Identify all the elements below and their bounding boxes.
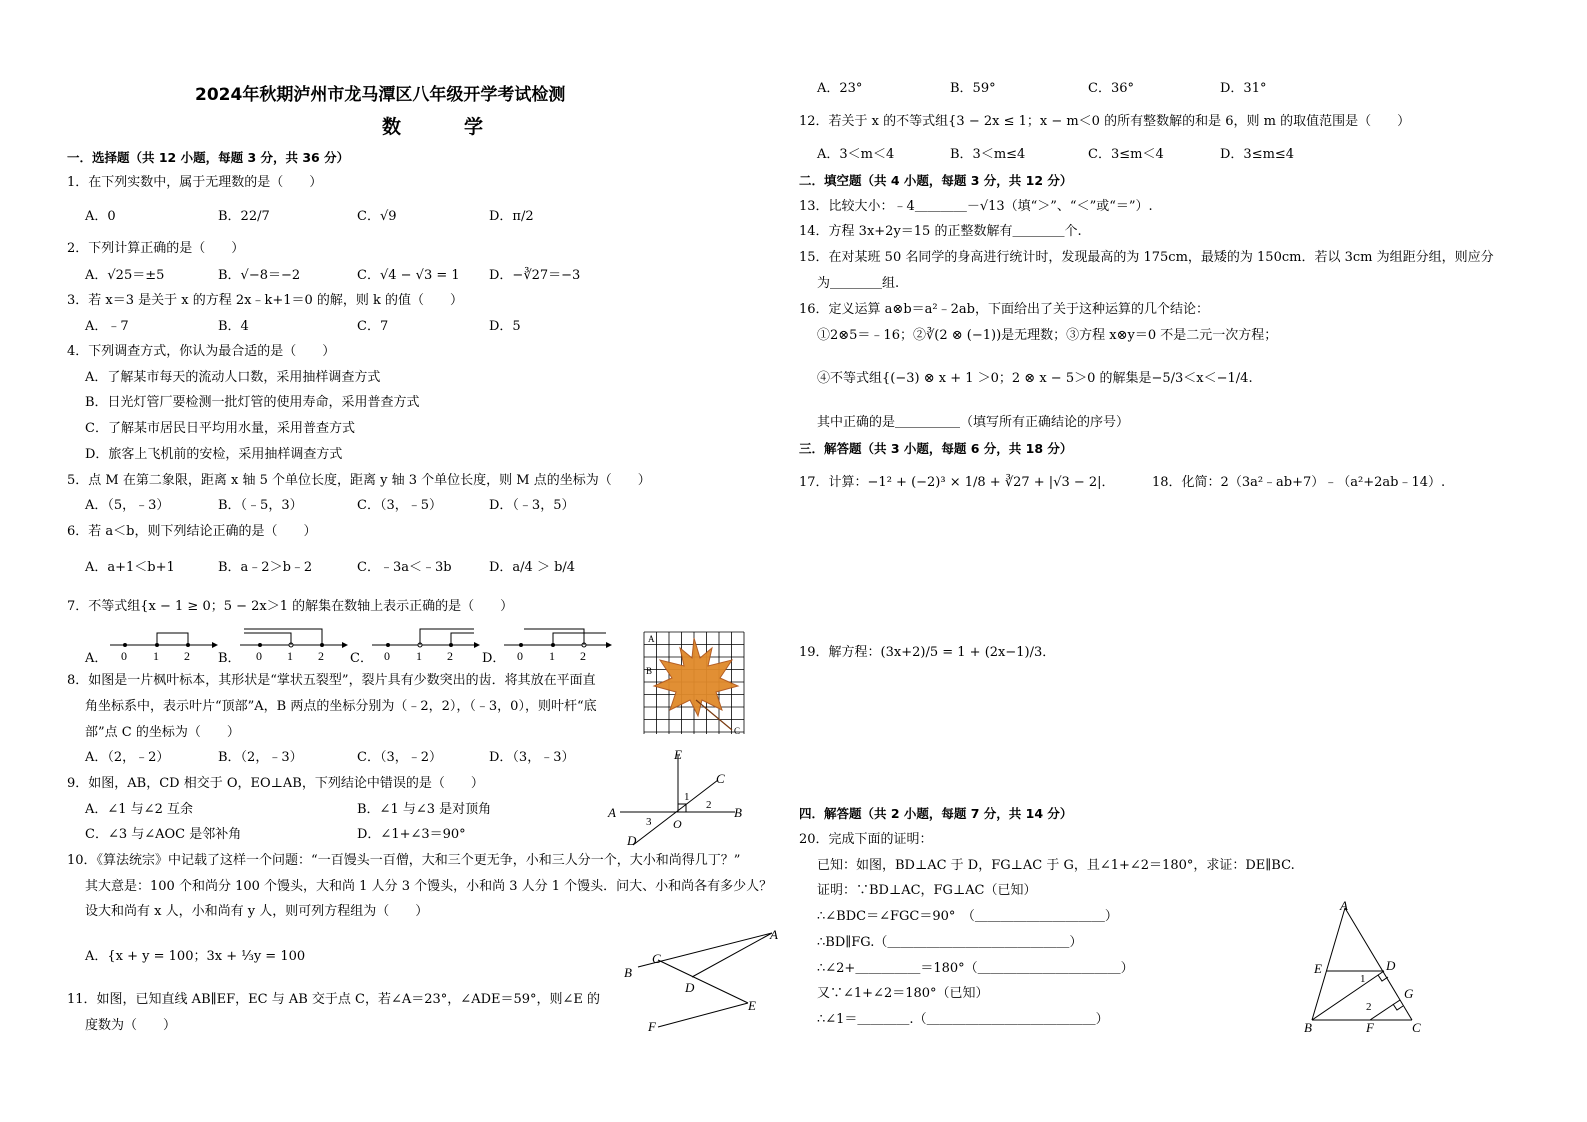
left-text-line: A．（2，﹣2） xyxy=(85,750,170,765)
svg-text:0: 0 xyxy=(384,649,390,663)
right-text-line: ∴∠BDC＝∠FGC＝90° （＿＿＿＿＿＿＿＿＿＿） xyxy=(817,909,1118,924)
left-text-line: B．∠1 与∠3 是对顶角 xyxy=(357,802,492,817)
q7-number-lines xyxy=(100,625,620,665)
svg-text:D: D xyxy=(627,833,637,848)
left-text-line: C．了解某市居民日平均用水量，采用普查方式 xyxy=(85,421,355,436)
left-text-line: 4．下列调查方式，你认为最合适的是（ ） xyxy=(67,344,336,359)
left-text-line: B．22/7 xyxy=(218,209,270,224)
left-text-line: C．√4 − √3 = 1 xyxy=(357,268,460,283)
right-text-line: 二．填空题（共 4 小题，每题 3 分，共 12 分） xyxy=(799,173,1073,188)
left-text-line: 其大意是：100 个和尚分 100 个馒头，大和尚 1 人分 3 个馒头，小和尚 3 人分 1 个馒头．问大、小和尚各有多少人？ xyxy=(85,879,773,894)
numberline-c xyxy=(372,629,480,663)
q11-parallel-lines-figure xyxy=(620,925,785,1037)
svg-text:E: E xyxy=(748,998,756,1013)
numberline-b xyxy=(240,629,348,663)
left-text-line: 10．《算法统宗》中记载了这样一个问题：“一百馒头一百僧，大和三个更无争，小和三人分一个，大小和尚得几丁？” xyxy=(67,853,741,868)
right-text-line: 15．在对某班 50 名同学的身高进行统计时，发现最高的为 175cm，最矮的为 150cm．若以 3cm 为组距分组，则应分 xyxy=(799,250,1494,265)
svg-text:2: 2 xyxy=(1366,1001,1372,1013)
left-text-line: D．−∛27＝−3 xyxy=(489,268,581,283)
svg-text:A: A xyxy=(648,634,655,644)
right-text-line: ④不等式组{(−3) ⊗ x + 1 ＞0；2 ⊗ x − 5＞0 的解集是−5/3＜x＜−1/4. xyxy=(817,371,1253,386)
left-text-line: D． xyxy=(482,651,506,666)
exam-title: 2024年秋期泸州市龙马潭区八年级开学考试检测 xyxy=(195,85,566,105)
right-text-line: 三．解答题（共 3 小题，每题 6 分，共 18 分） xyxy=(799,441,1073,456)
left-text-line: A．（5，﹣3） xyxy=(85,498,170,513)
maple-leaf-icon xyxy=(654,638,738,716)
left-text-line: D．a/4 ＞ b/4 xyxy=(489,560,576,575)
svg-text:F: F xyxy=(1366,1020,1374,1035)
left-text-line: B．（﹣5，3） xyxy=(218,498,303,513)
left-text-line: B．a﹣2＞b﹣2 xyxy=(218,560,313,575)
left-text-line: B． xyxy=(218,651,241,666)
right-text-line: 12．若关于 x 的不等式组{3 − 2x ≤ 1；x − m＜0 的所有整数解的和是 6，则 m 的取值范围是（ ） xyxy=(799,114,1411,129)
left-text-line: D．π/2 xyxy=(489,209,534,224)
svg-text:1: 1 xyxy=(1360,973,1366,985)
svg-text:2: 2 xyxy=(318,649,324,663)
left-text-line: 5．点 M 在第二象限，距离 x 轴 5 个单位长度，距离 y 轴 3 个单位长度，则 M 点的坐标为（ ） xyxy=(67,473,651,488)
right-text-line: 17．计算：−1² + (−2)³ × 1/8 + ∛27 + |√3 − 2|． xyxy=(799,475,1115,490)
left-text-line: 3．若 x＝3 是关于 x 的方程 2x﹣k+1＝0 的解，则 k 的值（ ） xyxy=(67,293,464,308)
left-text-line: A．了解某市每天的流动人口数，采用抽样调查方式 xyxy=(85,370,381,385)
svg-text:B: B xyxy=(1304,1020,1312,1035)
svg-text:E: E xyxy=(1314,961,1322,976)
left-text-line: 一．选择题（共 12 小题，每题 3 分，共 36 分） xyxy=(67,150,350,165)
svg-text:3: 3 xyxy=(646,816,652,828)
right-text-line: 其中正确的是＿＿＿＿＿（填写所有正确结论的序号） xyxy=(817,415,1130,430)
svg-text:1: 1 xyxy=(549,649,555,663)
right-text-line: 13．比较大小：﹣4＿＿＿＿－√13（填“＞”、“＜”或“＝”）. xyxy=(799,199,1153,214)
svg-text:E: E xyxy=(674,747,682,762)
svg-text:1: 1 xyxy=(416,649,422,663)
right-text-line: 已知：如图，BD⊥AC 于 D，FG⊥AC 于 G，且∠1+∠2＝180°，求证：DE∥BC. xyxy=(817,858,1295,873)
right-text-line: 证明：∵BD⊥AC，FG⊥AC（已知） xyxy=(817,883,1037,898)
svg-text:A: A xyxy=(770,927,778,942)
exam-subject: 数 学 xyxy=(382,116,506,138)
right-text-line: 又∵∠1+∠2＝180°（已知） xyxy=(817,986,989,1001)
left-text-line: B．（2，﹣3） xyxy=(218,750,303,765)
left-text-line: A．﹣7 xyxy=(85,319,129,334)
left-text-line: C．（3，﹣2） xyxy=(357,750,442,765)
right-text-line: 20．完成下面的证明： xyxy=(799,832,933,847)
left-text-line: C．∠3 与∠AOC 是邻补角 xyxy=(85,827,242,842)
q9-angle-figure xyxy=(600,745,760,850)
svg-text:1: 1 xyxy=(287,649,293,663)
svg-text:C: C xyxy=(1412,1020,1421,1035)
svg-text:2: 2 xyxy=(706,799,712,811)
left-text-line: C． xyxy=(350,651,373,666)
right-text-line: ∴∠1＝＿＿＿＿.（＿＿＿＿＿＿＿＿＿＿＿＿＿） xyxy=(817,1012,1109,1027)
left-text-line: A．∠1 与∠2 互余 xyxy=(85,802,193,817)
right-text-line: C．3≤m＜4 xyxy=(1088,147,1164,162)
left-text-line: C．（3，﹣5） xyxy=(357,498,442,513)
svg-text:D: D xyxy=(1386,958,1396,973)
svg-text:C: C xyxy=(716,771,725,786)
left-text-line: B．√−8＝−2 xyxy=(218,268,301,283)
q20-triangle-figure xyxy=(1300,898,1435,1038)
right-text-line: 18．化简：2（3a²﹣ab+7）﹣（a²+2ab﹣14）. xyxy=(1152,475,1446,490)
left-text-line: C．√9 xyxy=(357,209,397,224)
left-text-line: B．日光灯管厂要检测一批灯管的使用寿命，采用普查方式 xyxy=(85,395,420,410)
numberline-d xyxy=(504,629,612,663)
svg-text:O: O xyxy=(673,817,682,831)
right-text-line: ①2⊗5＝﹣16；②∛(2 ⊗ (−1))是无理数；③方程 x⊗y＝0 不是二元一次方程； xyxy=(817,328,1278,343)
right-column xyxy=(790,0,1587,1122)
tick-2: 2 xyxy=(184,649,190,663)
right-text-line: D．3≤m≤4 xyxy=(1220,147,1295,162)
left-text-line: 设大和尚有 x 人，小和尚有 y 人，则可列方程组为（ ） xyxy=(85,904,429,919)
svg-text:A: A xyxy=(1340,898,1348,913)
left-text-line: 角坐标系中，表示叶片“顶部”A，B 两点的坐标分别为（﹣2，2），（﹣3，0），则叶杆“底 xyxy=(85,699,597,714)
left-text-line: D．旅客上飞机前的安检，采用抽样调查方式 xyxy=(85,447,343,462)
tick-0: 0 xyxy=(121,649,127,663)
right-text-line: ∴BD∥FG.（＿＿＿＿＿＿＿＿＿＿＿＿＿＿） xyxy=(817,935,1083,950)
svg-text:D: D xyxy=(685,980,695,995)
svg-text:2: 2 xyxy=(447,649,453,663)
svg-text:0: 0 xyxy=(517,649,523,663)
svg-text:G: G xyxy=(1404,986,1414,1001)
right-text-line: 16．定义运算 a⊗b＝a²﹣2ab，下面给出了关于这种运算的几个结论： xyxy=(799,302,1209,317)
right-text-line: A．3＜m＜4 xyxy=(817,147,895,162)
right-text-line: ∴∠2+＿＿＿＿＿＝180°（＿＿＿＿＿＿＿＿＿＿＿） xyxy=(817,961,1134,976)
left-text-line: 度数为（ ） xyxy=(85,1018,177,1033)
left-text-line: 2．下列计算正确的是（ ） xyxy=(67,241,245,256)
left-text-line: A．√25＝±5 xyxy=(85,268,165,283)
left-text-line: 11．如图，已知直线 AB∥EF，EC 与 AB 交于点 C，若∠A＝23°，∠ADE＝59°，则∠E 的 xyxy=(67,992,601,1007)
right-text-line: C．36° xyxy=(1088,81,1134,96)
right-text-line: 19．解方程：(3x+2)/5 = 1 + (2x−1)/3． xyxy=(799,645,1056,660)
left-text-line: 部”点 C 的坐标为（ ） xyxy=(85,725,240,740)
left-text-line: A．a+1＜b+1 xyxy=(85,560,175,575)
right-text-line: B．59° xyxy=(950,81,996,96)
left-text-line: B．4 xyxy=(218,319,249,334)
svg-text:C: C xyxy=(734,726,741,736)
left-text-line: D．∠1+∠3＝90° xyxy=(357,827,466,842)
right-text-line: D．31° xyxy=(1220,81,1267,96)
left-text-line: C．7 xyxy=(357,319,389,334)
svg-text:0: 0 xyxy=(256,649,262,663)
left-text-line: 6．若 a＜b，则下列结论正确的是（ ） xyxy=(67,524,317,539)
numberline-a xyxy=(110,633,218,663)
left-text-line: 9．如图，AB，CD 相交于 O，EO⊥AB，下列结论中错误的是（ ） xyxy=(67,776,484,791)
svg-text:A: A xyxy=(608,805,616,820)
left-text-line: A．0 xyxy=(85,209,116,224)
right-text-line: 为＿＿＿＿组. xyxy=(817,276,900,291)
left-text-line: A．{x + y = 100；3x + ⅓y = 100 xyxy=(85,949,306,964)
right-text-line: B．3＜m≤4 xyxy=(950,147,1026,162)
tick-1: 1 xyxy=(153,649,159,663)
right-text-line: 14．方程 3x+2y＝15 的正整数解有＿＿＿＿个. xyxy=(799,224,1082,239)
svg-text:B: B xyxy=(624,965,632,980)
left-text-line: 7．不等式组{x − 1 ≥ 0；5 − 2x＞1 的解集在数轴上表示正确的是（ ） xyxy=(67,599,514,614)
svg-text:C: C xyxy=(652,951,661,966)
svg-text:2: 2 xyxy=(580,649,586,663)
left-text-line: A． xyxy=(85,651,108,666)
svg-text:B: B xyxy=(646,666,653,676)
svg-text:B: B xyxy=(734,805,742,820)
q8-maple-leaf-figure xyxy=(642,630,748,738)
left-text-line: D．5 xyxy=(489,319,521,334)
left-text-line: 1．在下列实数中，属于无理数的是（ ） xyxy=(67,175,323,190)
svg-text:1: 1 xyxy=(684,791,690,803)
svg-text:F: F xyxy=(648,1019,656,1034)
left-text-line: D．（3，﹣3） xyxy=(489,750,575,765)
left-text-line: 8．如图是一片枫叶标本，其形状是“掌状五裂型”，裂片具有少数突出的齿．将其放在平面直 xyxy=(67,673,596,688)
right-text-line: 四．解答题（共 2 小题，每题 7 分，共 14 分） xyxy=(799,806,1073,821)
left-text-line: C．﹣3a＜﹣3b xyxy=(357,560,452,575)
right-text-line: A．23° xyxy=(817,81,863,96)
left-text-line: D．（﹣3，5） xyxy=(489,498,575,513)
